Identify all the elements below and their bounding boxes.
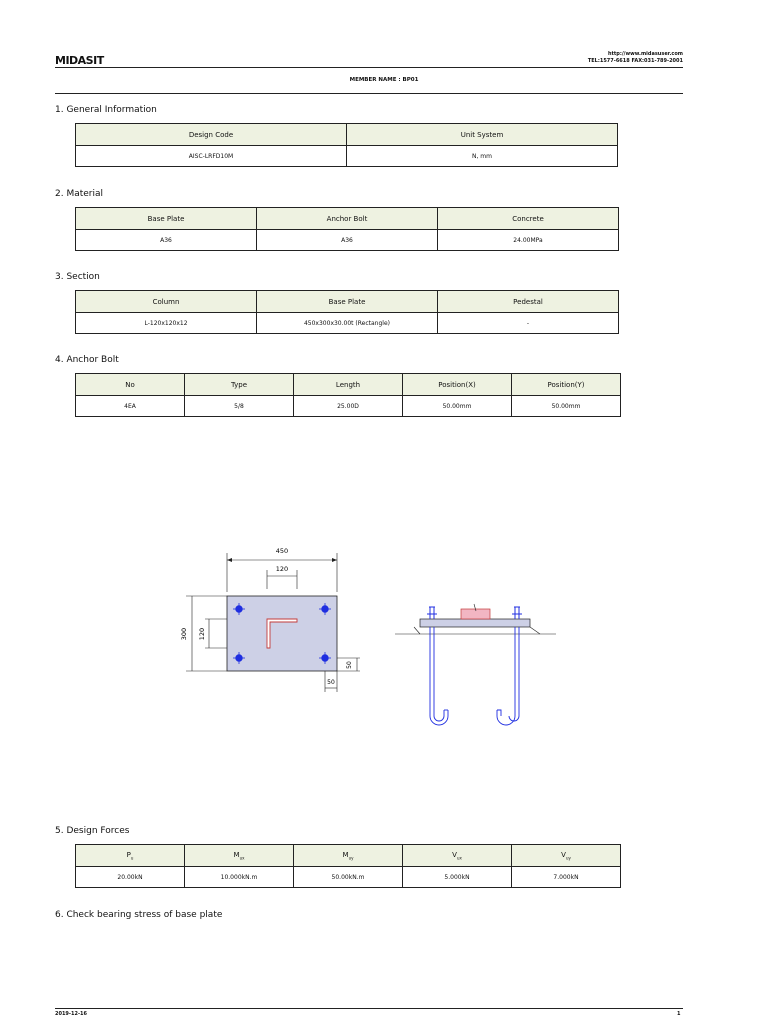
table-cell: L-120x120x12 <box>76 313 257 334</box>
table-cell: A36 <box>76 230 257 251</box>
header-cell: Pedestal <box>438 291 619 313</box>
table-cell: 25.00D <box>294 396 403 417</box>
dim-left-spacing: 120 <box>198 627 206 641</box>
hooked-anchor-bolts <box>430 627 519 725</box>
table-cell: 50.00kN.m <box>294 867 403 888</box>
base-plate <box>227 596 337 671</box>
header-cell: Length <box>294 374 403 396</box>
header-cell: $M_{ux}$ <box>185 845 294 867</box>
table-cell: 10.000kN.m <box>185 867 294 888</box>
header-cell: Position(Y) <box>512 374 621 396</box>
elevation-plate <box>420 619 530 627</box>
dim-edge-x: 50 <box>327 679 335 686</box>
footer-date: 2019-12-16 <box>55 1011 87 1017</box>
table-cell: 5/8 <box>185 396 294 417</box>
section-title-material: 2. Material <box>55 189 104 199</box>
table-cell: N, mm <box>347 146 618 167</box>
column-elevation <box>461 609 490 619</box>
table-header-row <box>76 845 621 867</box>
table-cell: AISC-LRFD10M <box>76 146 347 167</box>
table-row <box>76 867 621 888</box>
table-cell: 50.00mm <box>403 396 512 417</box>
header-cell: Base Plate <box>76 208 257 230</box>
table-cell: 7.000kN <box>512 867 621 888</box>
dim-height: 300 <box>180 627 188 641</box>
dim-width: 450 <box>275 547 289 555</box>
section-title-general: 1. General Information <box>55 105 157 115</box>
section-title-section: 3. Section <box>55 272 100 282</box>
dim-top-spacing: 120 <box>275 565 289 573</box>
table-cell: 50.00mm <box>512 396 621 417</box>
header-cell: Position(X) <box>403 374 512 396</box>
section-title-forces: 5. Design Forces <box>55 826 130 836</box>
member-name: MEMBER NAME : BP01 <box>349 77 419 83</box>
website-url: http://www.midasuser.com <box>607 51 683 57</box>
header-cell: Column <box>76 291 257 313</box>
header-cell: $V_{uy}$ <box>512 845 621 867</box>
header-cell: $P_u$ <box>76 845 185 867</box>
header-cell: Base Plate <box>257 291 438 313</box>
plan-view <box>180 547 360 692</box>
elevation-view <box>395 604 556 725</box>
header-cell: Anchor Bolt <box>257 208 438 230</box>
section-title-bearing: 6. Check bearing stress of base plate <box>55 910 223 920</box>
footer-page-number: 1 <box>677 1011 681 1017</box>
design-forces-table <box>75 844 621 888</box>
header-cell: No <box>76 374 185 396</box>
header-cell: Type <box>185 374 294 396</box>
dim-edge-y: 50 <box>346 661 353 669</box>
header-cell: $M_{uy}$ <box>294 845 403 867</box>
table-cell: 24.00MPa <box>438 230 619 251</box>
brand-logo: MIDASIT <box>55 54 104 67</box>
header-cell: Unit System <box>347 124 618 146</box>
section-title-anchor: 4. Anchor Bolt <box>55 355 119 365</box>
header-cell: Concrete <box>438 208 619 230</box>
table-cell: 450x300x30.00t (Rectangle) <box>257 313 438 334</box>
footer-rule <box>55 1008 683 1009</box>
table-cell: - <box>438 313 619 334</box>
phone-fax: TEL:1577-6618 FAX:031-789-2001 <box>587 57 683 64</box>
table-cell: A36 <box>257 230 438 251</box>
table-cell: 4EA <box>76 396 185 417</box>
header-cell: $V_{ux}$ <box>403 845 512 867</box>
table-cell: 5.000kN <box>403 867 512 888</box>
table-cell: 20.00kN <box>76 867 185 888</box>
header-cell: Design Code <box>76 124 347 146</box>
